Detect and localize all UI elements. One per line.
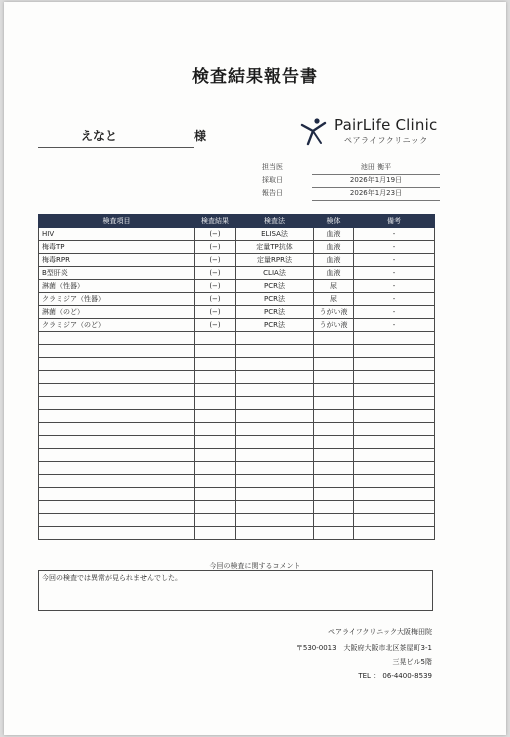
empty-cell — [195, 371, 236, 384]
empty-cell — [236, 345, 314, 358]
empty-cell — [314, 371, 354, 384]
empty-cell — [354, 410, 435, 423]
meta-value: 池田 衡平 — [360, 163, 392, 171]
empty-cell — [39, 397, 195, 410]
cell-result: (−) — [195, 267, 236, 280]
patient-honorific: 様 — [194, 129, 207, 143]
cell-test-item: HIV — [39, 228, 195, 241]
cell-result: (−) — [195, 306, 236, 319]
table-row-empty — [39, 358, 435, 371]
results-body — [39, 228, 435, 540]
empty-cell — [314, 514, 354, 527]
empty-cell — [236, 527, 314, 540]
comment-box — [38, 570, 433, 611]
clinic-logo — [298, 116, 448, 150]
cell-remarks: - — [354, 293, 435, 306]
cell-specimen: 尿 — [314, 293, 354, 306]
results-table — [38, 214, 435, 540]
empty-cell — [236, 410, 314, 423]
comment-text: 今回の検査では異常が見られませんでした。 — [42, 574, 182, 582]
cell-test-item: クラミジア（性器） — [39, 293, 195, 306]
table-row — [39, 293, 435, 306]
meta-doctor — [262, 161, 440, 173]
empty-cell — [314, 423, 354, 436]
table-row-empty — [39, 332, 435, 345]
empty-cell — [39, 358, 195, 371]
empty-cell — [236, 397, 314, 410]
meta-value: 2026年1月19日 — [349, 176, 403, 184]
figure-logo-icon — [298, 117, 330, 147]
empty-cell — [195, 449, 236, 462]
cell-test-item: B型肝炎 — [39, 267, 195, 280]
empty-cell — [195, 514, 236, 527]
col-header-method: 検査法 — [236, 215, 314, 228]
footer-tel: TEL ： 06-4400-8539 — [358, 672, 432, 680]
table-row — [39, 319, 435, 332]
cell-method: PCR法 — [236, 319, 314, 332]
empty-cell — [39, 345, 195, 358]
empty-cell — [195, 475, 236, 488]
empty-cell — [39, 462, 195, 475]
empty-cell — [236, 488, 314, 501]
empty-cell — [195, 345, 236, 358]
empty-cell — [314, 397, 354, 410]
empty-cell — [354, 514, 435, 527]
empty-cell — [39, 501, 195, 514]
empty-cell — [236, 384, 314, 397]
empty-cell — [195, 423, 236, 436]
cell-method: PCR法 — [236, 293, 314, 306]
empty-cell — [195, 384, 236, 397]
cell-remarks: - — [354, 241, 435, 254]
cell-test-item: 淋菌（性器） — [39, 280, 195, 293]
cell-remarks: - — [354, 228, 435, 241]
table-row — [39, 228, 435, 241]
empty-cell — [354, 462, 435, 475]
footer-clinic-name: ペアライフクリニック大阪梅田院 — [328, 628, 432, 636]
empty-cell — [354, 449, 435, 462]
clinic-logo-subname: ペアライフクリニック — [344, 136, 428, 145]
empty-cell — [236, 475, 314, 488]
cell-method: CLIA法 — [236, 267, 314, 280]
empty-cell — [39, 449, 195, 462]
table-row-empty — [39, 462, 435, 475]
empty-cell — [236, 514, 314, 527]
empty-cell — [354, 332, 435, 345]
cell-result: (−) — [195, 319, 236, 332]
col-header-result: 検査結果 — [195, 215, 236, 228]
empty-cell — [195, 358, 236, 371]
empty-cell — [236, 358, 314, 371]
empty-cell — [354, 384, 435, 397]
cell-specimen: 尿 — [314, 280, 354, 293]
cell-specimen: 血液 — [314, 241, 354, 254]
cell-specimen: うがい液 — [314, 306, 354, 319]
meta-label: 採取日 — [262, 176, 283, 184]
table-row-empty — [39, 488, 435, 501]
table-row-empty — [39, 371, 435, 384]
cell-method: 定量TP抗体 — [236, 241, 314, 254]
empty-cell — [195, 488, 236, 501]
empty-cell — [236, 501, 314, 514]
cell-result: (−) — [195, 254, 236, 267]
col-header-remarks: 備考 — [354, 215, 435, 228]
empty-cell — [39, 332, 195, 345]
results-header-row — [39, 215, 435, 228]
table-row-empty — [39, 449, 435, 462]
empty-cell — [314, 527, 354, 540]
empty-cell — [354, 436, 435, 449]
empty-cell — [314, 436, 354, 449]
meta-label: 報告日 — [262, 189, 283, 197]
cell-remarks: - — [354, 267, 435, 280]
cell-method: PCR法 — [236, 280, 314, 293]
empty-cell — [314, 332, 354, 345]
table-row-empty — [39, 384, 435, 397]
empty-cell — [39, 436, 195, 449]
meta-underline — [312, 200, 440, 201]
empty-cell — [354, 397, 435, 410]
empty-cell — [195, 501, 236, 514]
empty-cell — [314, 475, 354, 488]
empty-cell — [195, 332, 236, 345]
empty-cell — [39, 371, 195, 384]
empty-cell — [39, 384, 195, 397]
empty-cell — [236, 332, 314, 345]
empty-cell — [314, 358, 354, 371]
empty-cell — [314, 501, 354, 514]
empty-cell — [195, 462, 236, 475]
table-row-empty — [39, 410, 435, 423]
empty-cell — [354, 475, 435, 488]
report-page — [4, 2, 506, 735]
empty-cell — [314, 488, 354, 501]
empty-cell — [236, 423, 314, 436]
empty-cell — [354, 527, 435, 540]
footer-address-line2: 三晃ビル5階 — [392, 658, 432, 666]
empty-cell — [314, 462, 354, 475]
table-row-empty — [39, 501, 435, 514]
col-header-test-item: 検査項目 — [39, 215, 195, 228]
footer-address-line1: 〒530-0013 大阪府大阪市北区茶屋町3-1 — [295, 644, 432, 652]
cell-result: (−) — [195, 280, 236, 293]
empty-cell — [314, 345, 354, 358]
clinic-logo-name: PairLife Clinic — [334, 116, 438, 134]
empty-cell — [314, 384, 354, 397]
table-row-empty — [39, 345, 435, 358]
empty-cell — [195, 410, 236, 423]
cell-test-item: 梅毒RPR — [39, 254, 195, 267]
empty-cell — [39, 410, 195, 423]
empty-cell — [354, 371, 435, 384]
empty-cell — [314, 449, 354, 462]
cell-remarks: - — [354, 280, 435, 293]
cell-test-item: 淋菌（のど） — [39, 306, 195, 319]
report-title: 検査結果報告書 — [192, 67, 318, 87]
cell-method: PCR法 — [236, 306, 314, 319]
table-row — [39, 267, 435, 280]
cell-remarks: - — [354, 319, 435, 332]
col-header-specimen: 検体 — [314, 215, 354, 228]
cell-specimen: うがい液 — [314, 319, 354, 332]
empty-cell — [195, 436, 236, 449]
meta-collection-date — [262, 174, 440, 186]
patient-name-underline — [38, 147, 194, 148]
empty-cell — [195, 397, 236, 410]
empty-cell — [39, 475, 195, 488]
cell-remarks: - — [354, 254, 435, 267]
patient-name: えなと — [80, 129, 117, 143]
cell-result: (−) — [195, 293, 236, 306]
empty-cell — [39, 514, 195, 527]
table-row-empty — [39, 514, 435, 527]
empty-cell — [354, 358, 435, 371]
cell-remarks: - — [354, 306, 435, 319]
table-row — [39, 306, 435, 319]
empty-cell — [39, 488, 195, 501]
cell-specimen: 血液 — [314, 228, 354, 241]
cell-specimen: 血液 — [314, 267, 354, 280]
table-row-empty — [39, 397, 435, 410]
empty-cell — [354, 488, 435, 501]
empty-cell — [354, 423, 435, 436]
empty-cell — [314, 410, 354, 423]
empty-cell — [354, 345, 435, 358]
empty-cell — [354, 501, 435, 514]
empty-cell — [195, 527, 236, 540]
meta-label: 担当医 — [262, 163, 283, 171]
table-row-empty — [39, 423, 435, 436]
comment-label: 今回の検査に関するコメント — [209, 562, 301, 570]
cell-method: ELISA法 — [236, 228, 314, 241]
cell-specimen: 血液 — [314, 254, 354, 267]
meta-report-date — [262, 187, 440, 199]
empty-cell — [236, 436, 314, 449]
empty-cell — [39, 527, 195, 540]
table-row — [39, 241, 435, 254]
table-row-empty — [39, 527, 435, 540]
table-row-empty — [39, 475, 435, 488]
cell-result: (−) — [195, 241, 236, 254]
table-row — [39, 280, 435, 293]
table-row-empty — [39, 436, 435, 449]
empty-cell — [236, 371, 314, 384]
cell-test-item: 梅毒TP — [39, 241, 195, 254]
empty-cell — [236, 449, 314, 462]
meta-value: 2026年1月23日 — [349, 189, 403, 197]
table-row — [39, 254, 435, 267]
cell-test-item: クラミジア（のど） — [39, 319, 195, 332]
empty-cell — [39, 423, 195, 436]
cell-method: 定量RPR法 — [236, 254, 314, 267]
empty-cell — [236, 462, 314, 475]
cell-result: (−) — [195, 228, 236, 241]
